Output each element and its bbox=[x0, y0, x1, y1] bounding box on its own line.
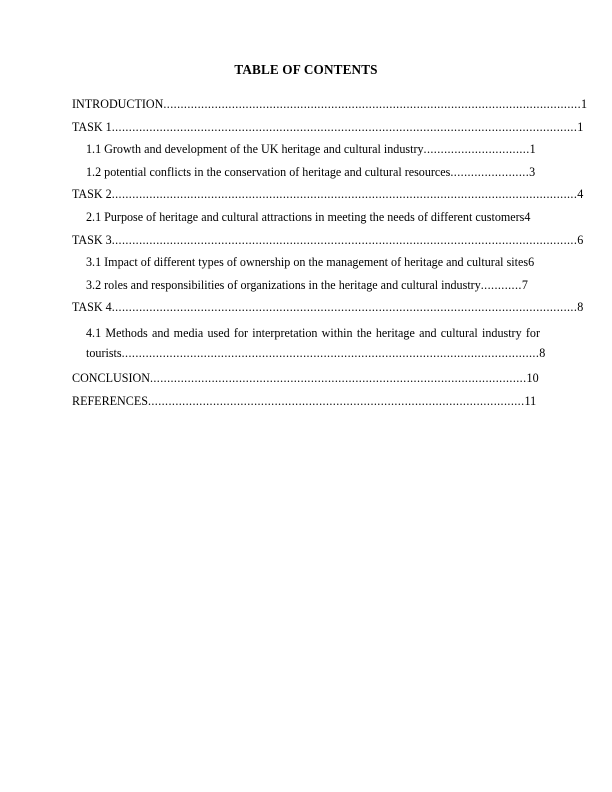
toc-entry[interactable] bbox=[72, 119, 584, 134]
toc-entry-page: 6 bbox=[577, 232, 584, 247]
toc-leader-dots: .............................................................................................................. bbox=[147, 393, 525, 408]
toc-entry-page: 1 bbox=[581, 97, 588, 111]
toc-leader-dots: ........................................................................................................................................ bbox=[111, 187, 578, 202]
toc-entry[interactable] bbox=[72, 211, 540, 223]
table-of-contents bbox=[72, 97, 588, 408]
toc-leader-dots: ........................................................................................................................................ bbox=[111, 232, 578, 247]
toc-entry-label: 3.1 Impact of different types of ownership on the management of heritage and cultural sites bbox=[86, 255, 529, 270]
toc-entry-page: 10 bbox=[526, 371, 539, 386]
toc-leader-dots: .......................................................................................................................... bbox=[163, 97, 582, 111]
toc-entry-label: CONCLUSION bbox=[72, 371, 150, 386]
toc-entry[interactable] bbox=[72, 372, 540, 384]
toc-entry[interactable] bbox=[72, 279, 540, 291]
page-title: TABLE OF CONTENTS bbox=[234, 62, 378, 77]
toc-entry-page: 6 bbox=[528, 255, 535, 270]
toc-leader-dots: ........................................................................................................................................ bbox=[111, 119, 578, 134]
toc-entry-label-continued: tourists bbox=[86, 345, 122, 360]
toc-entry[interactable] bbox=[72, 256, 540, 268]
toc-entry[interactable] bbox=[72, 187, 584, 202]
toc-entry-label: INTRODUCTION bbox=[72, 97, 164, 111]
toc-entry-label: TASK 2 bbox=[72, 187, 112, 202]
toc-leader-dots: .......................................................................................................................... bbox=[121, 345, 540, 360]
toc-entry-page: 1 bbox=[529, 142, 536, 157]
toc-leader-dots: ........................................................................................................................................ bbox=[111, 300, 578, 315]
toc-entry-label: 4.1 Methods and media used for interpretation within the heritage and cultural industry for bbox=[86, 325, 540, 340]
toc-entry[interactable] bbox=[72, 324, 546, 363]
toc-entry[interactable] bbox=[72, 97, 588, 111]
toc-leader-dots: ....................... bbox=[450, 164, 530, 179]
toc-entry-page: 11 bbox=[524, 393, 537, 408]
toc-entry-label: 3.2 roles and responsibilities of organizations in the heritage and cultural industry bbox=[86, 277, 481, 292]
toc-entry-page: 8 bbox=[577, 300, 584, 315]
toc-entry-page: 8 bbox=[539, 345, 546, 360]
toc-entry[interactable] bbox=[72, 395, 540, 407]
toc-entry-label: 2.1 Purpose of heritage and cultural attractions in meeting the needs of different customers bbox=[86, 209, 525, 224]
toc-entry-label: TASK 4 bbox=[72, 300, 112, 315]
toc-entry[interactable] bbox=[72, 300, 584, 315]
toc-entry[interactable] bbox=[72, 232, 584, 247]
toc-entry-page: 3 bbox=[529, 164, 536, 179]
toc-entry-page: 4 bbox=[524, 209, 531, 224]
toc-entry-page: 1 bbox=[577, 119, 584, 134]
toc-leader-dots: ............................... bbox=[423, 142, 530, 157]
toc-entry-label: REFERENCES bbox=[72, 393, 148, 408]
toc-entry-page: 7 bbox=[521, 277, 528, 292]
toc-entry-label: 1.1 Growth and development of the UK heritage and cultural industry bbox=[86, 142, 424, 157]
toc-leader-dots: ............ bbox=[480, 277, 522, 292]
toc-entry[interactable] bbox=[72, 143, 540, 155]
toc-entry-label: TASK 3 bbox=[72, 232, 112, 247]
toc-leader-dots: .............................................................................................................. bbox=[149, 371, 527, 386]
toc-entry-label: TASK 1 bbox=[72, 119, 112, 134]
toc-entry[interactable] bbox=[72, 166, 540, 178]
toc-entry-page: 4 bbox=[577, 187, 584, 202]
toc-entry-label: 1.2 potential conflicts in the conservation of heritage and cultural resources bbox=[86, 164, 451, 179]
